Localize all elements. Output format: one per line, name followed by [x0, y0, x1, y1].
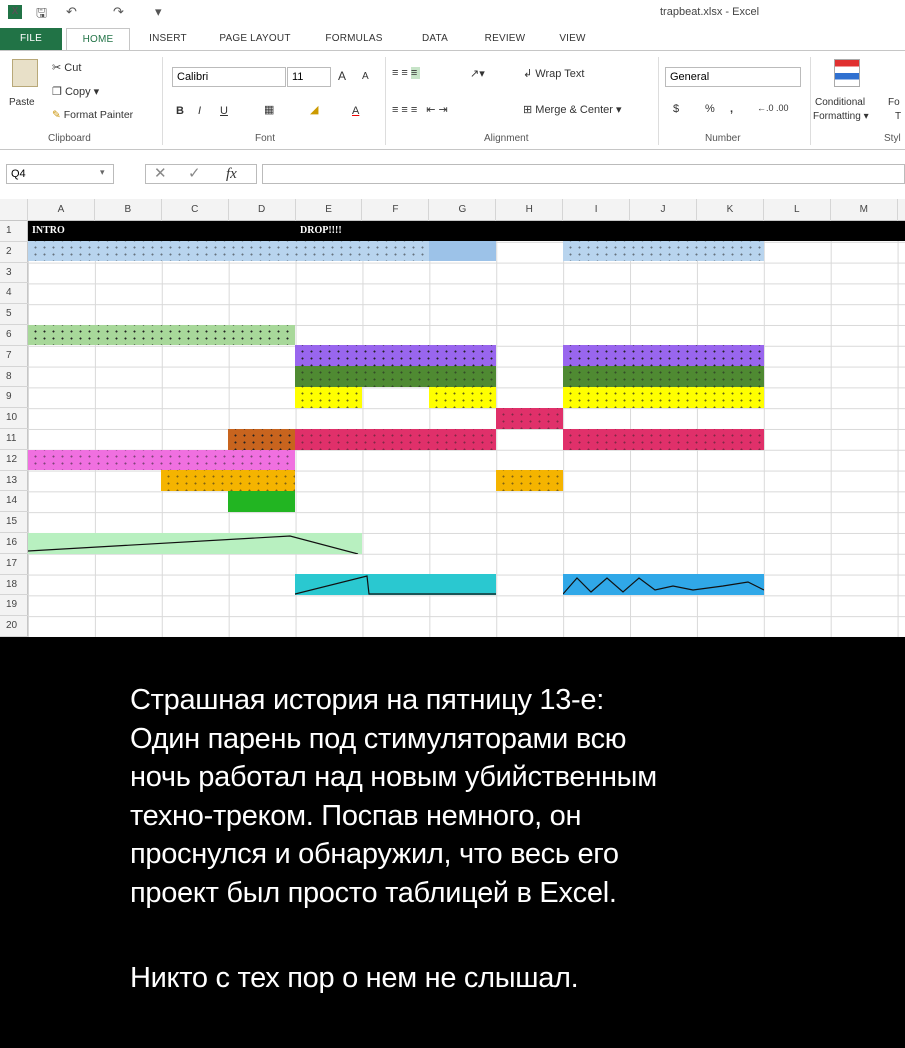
vertical-align-icons[interactable]: ≡≡≡ — [392, 67, 421, 79]
track-block[interactable] — [228, 429, 295, 450]
separator — [385, 57, 386, 145]
track-block[interactable] — [496, 470, 563, 491]
merge-icon: ⊞ — [523, 104, 533, 116]
format-as-table-label-2[interactable]: T — [895, 111, 902, 122]
column-header[interactable]: D — [229, 199, 296, 221]
track-block[interactable] — [429, 241, 496, 261]
story-line: техно-треком. Поспав немного, он — [130, 799, 582, 832]
font-name-select[interactable]: Calibri — [172, 67, 286, 87]
row-header[interactable]: 5 — [0, 304, 28, 325]
grow-font-button[interactable]: A — [338, 69, 347, 83]
format-painter-button[interactable] — [52, 109, 133, 121]
copy-button[interactable]: ❐ Copy ▾ — [52, 86, 100, 98]
format-painter-label: Format Painter — [63, 109, 134, 121]
column-header[interactable]: J — [630, 199, 697, 221]
caption-area — [0, 637, 905, 1048]
track-block[interactable] — [28, 325, 295, 345]
column-header[interactable]: A — [28, 199, 95, 221]
borders-icon[interactable]: ▦ — [264, 104, 275, 116]
track-block[interactable] — [563, 241, 764, 261]
column-header[interactable]: C — [162, 199, 229, 221]
track-block[interactable] — [295, 345, 496, 366]
story-line: Страшная история на пятницу 13-е: — [130, 684, 604, 716]
font-size-select[interactable]: 11 — [287, 67, 331, 87]
story-text — [130, 681, 830, 912]
column-header[interactable]: M — [831, 199, 898, 221]
currency-button[interactable]: $ — [673, 103, 680, 115]
alignment-group-label: Alignment — [484, 133, 529, 144]
cut-label: Cut — [64, 62, 82, 74]
percent-button[interactable]: % — [705, 103, 715, 115]
tab-home[interactable]: HOME — [66, 28, 130, 50]
merge-center-button[interactable]: ⊞ Merge & Center ▾ — [523, 104, 622, 116]
column-header[interactable]: K — [697, 199, 764, 221]
story-line: Один парень под стимуляторами всю — [130, 722, 627, 755]
track-block[interactable] — [563, 429, 764, 450]
brush-icon: ✎ — [52, 109, 61, 121]
track-block[interactable] — [28, 450, 295, 470]
row-header[interactable]: 15 — [0, 512, 28, 533]
row-headers — [0, 221, 28, 637]
row-header[interactable]: 11 — [0, 429, 28, 450]
ribbon-home — [0, 50, 905, 150]
enter-icon[interactable]: ✓ — [188, 165, 201, 182]
number-group-label: Number — [705, 133, 741, 144]
title-bar — [0, 0, 905, 24]
tab-formulas[interactable]: FORMULAS — [325, 33, 383, 44]
automation-envelope — [295, 574, 496, 595]
formula-input[interactable] — [262, 164, 905, 184]
automation-envelope — [563, 574, 764, 595]
name-box-dropdown-icon[interactable]: ▾ — [100, 167, 105, 177]
drop-label: DROP!!!! — [300, 225, 342, 236]
excel-logo-icon: X — [8, 5, 22, 19]
column-header[interactable]: E — [296, 199, 363, 221]
track-block[interactable] — [28, 241, 496, 261]
spreadsheet-grid — [0, 199, 905, 637]
row-header[interactable]: 3 — [0, 263, 28, 284]
column-header[interactable]: B — [95, 199, 162, 221]
track-block[interactable] — [161, 470, 295, 491]
row-header[interactable]: 1 — [0, 221, 28, 242]
track-block[interactable] — [563, 366, 764, 387]
row-header[interactable]: 12 — [0, 450, 28, 471]
row-header[interactable]: 13 — [0, 471, 28, 492]
wrap-label: Wrap Text — [535, 68, 585, 80]
cut-button[interactable] — [52, 61, 81, 74]
ribbon-tabs — [0, 28, 905, 50]
cell-area[interactable] — [28, 221, 905, 637]
window-title: trapbeat.xlsx - Excel — [660, 6, 760, 18]
comma-button[interactable]: , — [730, 103, 734, 115]
row-header[interactable]: 16 — [0, 533, 28, 554]
story-line: проснулся и обнаружил, что весь его — [130, 838, 619, 870]
shrink-font-button[interactable]: A — [362, 71, 369, 82]
track-block[interactable] — [295, 387, 362, 408]
track-block[interactable] — [563, 387, 764, 408]
cancel-icon[interactable]: ✕ — [154, 165, 167, 182]
intro-label: INTRO — [32, 225, 65, 236]
underline-button[interactable]: U — [220, 105, 228, 117]
formula-bar — [0, 160, 905, 188]
fill-color-icon[interactable]: ◢ — [310, 104, 319, 116]
middle-align-icon[interactable]: ≡ — [410, 67, 421, 79]
conditional-formatting-label[interactable]: Conditional — [815, 97, 866, 108]
track-block[interactable] — [496, 408, 563, 429]
insert-function-icon[interactable]: fx — [226, 166, 237, 182]
column-header[interactable]: L — [764, 199, 831, 221]
quick-access-menu-icon[interactable]: ▾ — [155, 4, 162, 19]
row-header[interactable]: 19 — [0, 595, 28, 616]
track-block[interactable] — [295, 429, 496, 450]
paste-button[interactable]: Paste — [9, 97, 35, 108]
wrap-text-button[interactable] — [523, 67, 584, 80]
merge-label: Merge & Center — [535, 104, 613, 116]
formatting-label[interactable]: Formatting ▾ — [813, 111, 869, 122]
bold-button[interactable]: B — [176, 105, 184, 117]
tab-file[interactable]: FILE — [0, 28, 62, 50]
orientation-icon[interactable]: ↗▾ — [470, 68, 485, 80]
row-header[interactable]: 2 — [0, 242, 28, 263]
automation-block[interactable] — [28, 533, 362, 554]
number-format-select[interactable]: General — [665, 67, 801, 87]
separator — [658, 57, 659, 145]
row-header[interactable]: 6 — [0, 325, 28, 346]
row-header[interactable]: 4 — [0, 283, 28, 304]
automation-block[interactable] — [563, 574, 764, 595]
formatting-label-text: Formatting — [813, 111, 861, 122]
italic-button[interactable]: I — [198, 105, 202, 117]
row-header[interactable]: 18 — [0, 575, 28, 596]
conditional-formatting-icon[interactable] — [834, 59, 860, 87]
story-line: проект был просто таблицей в Excel. — [130, 876, 617, 909]
track-block[interactable] — [429, 387, 496, 408]
undo-icon[interactable]: ↶ — [66, 4, 77, 19]
track-block[interactable] — [563, 345, 764, 366]
column-header[interactable]: H — [496, 199, 563, 221]
track-block[interactable] — [228, 491, 295, 512]
decimal-icons[interactable]: ←.0 .00 — [757, 103, 789, 113]
copy-icon: ❐ — [52, 86, 62, 98]
tab-data[interactable]: DATA — [422, 33, 448, 44]
horizontal-align-icons[interactable]: ≡≡≡ ⇤⇥ — [392, 104, 451, 116]
section-header-row — [28, 221, 905, 241]
column-headers — [0, 199, 905, 221]
row-header[interactable]: 9 — [0, 387, 28, 408]
font-color-button[interactable]: A — [352, 105, 360, 117]
clipboard-group-label: Clipboard — [48, 133, 91, 144]
tab-insert[interactable]: INSERT — [149, 33, 187, 44]
styles-group-label: Styl — [884, 133, 901, 144]
column-header[interactable]: F — [363, 199, 430, 221]
row-header[interactable]: 8 — [0, 367, 28, 388]
redo-icon[interactable]: ↷ — [113, 4, 124, 19]
separator — [810, 57, 811, 145]
row-header[interactable]: 20 — [0, 616, 28, 637]
name-box[interactable]: Q4 — [6, 164, 114, 184]
story-line: ночь работал над новым убийственным — [130, 761, 657, 793]
ending-text: Никто с тех пор о нем не слышал. — [130, 962, 579, 994]
track-block[interactable] — [295, 366, 496, 387]
tab-review[interactable]: REVIEW — [484, 33, 526, 44]
formula-buttons — [145, 164, 257, 184]
row-header[interactable]: 7 — [0, 346, 28, 367]
font-group-label: Font — [255, 133, 276, 144]
tab-view[interactable]: VIEW — [559, 33, 586, 44]
row-header[interactable]: 14 — [0, 491, 28, 512]
tab-page-layout[interactable]: PAGE LAYOUT — [219, 33, 291, 44]
paste-icon[interactable] — [12, 59, 38, 87]
separator — [162, 57, 163, 145]
format-as-table-label[interactable]: Fo — [888, 97, 900, 108]
save-icon[interactable]: 🖫 — [36, 5, 48, 20]
select-all-corner[interactable] — [0, 199, 28, 221]
row-header[interactable]: 10 — [0, 408, 28, 429]
row-header[interactable]: 17 — [0, 554, 28, 575]
copy-label: Copy — [64, 86, 91, 98]
automation-block[interactable] — [295, 574, 496, 595]
column-header[interactable]: G — [429, 199, 496, 221]
column-header[interactable]: I — [563, 199, 630, 221]
automation-envelope — [28, 533, 362, 554]
scissors-icon: ✂ — [52, 62, 62, 74]
wrap-icon: ↲ — [523, 68, 533, 80]
